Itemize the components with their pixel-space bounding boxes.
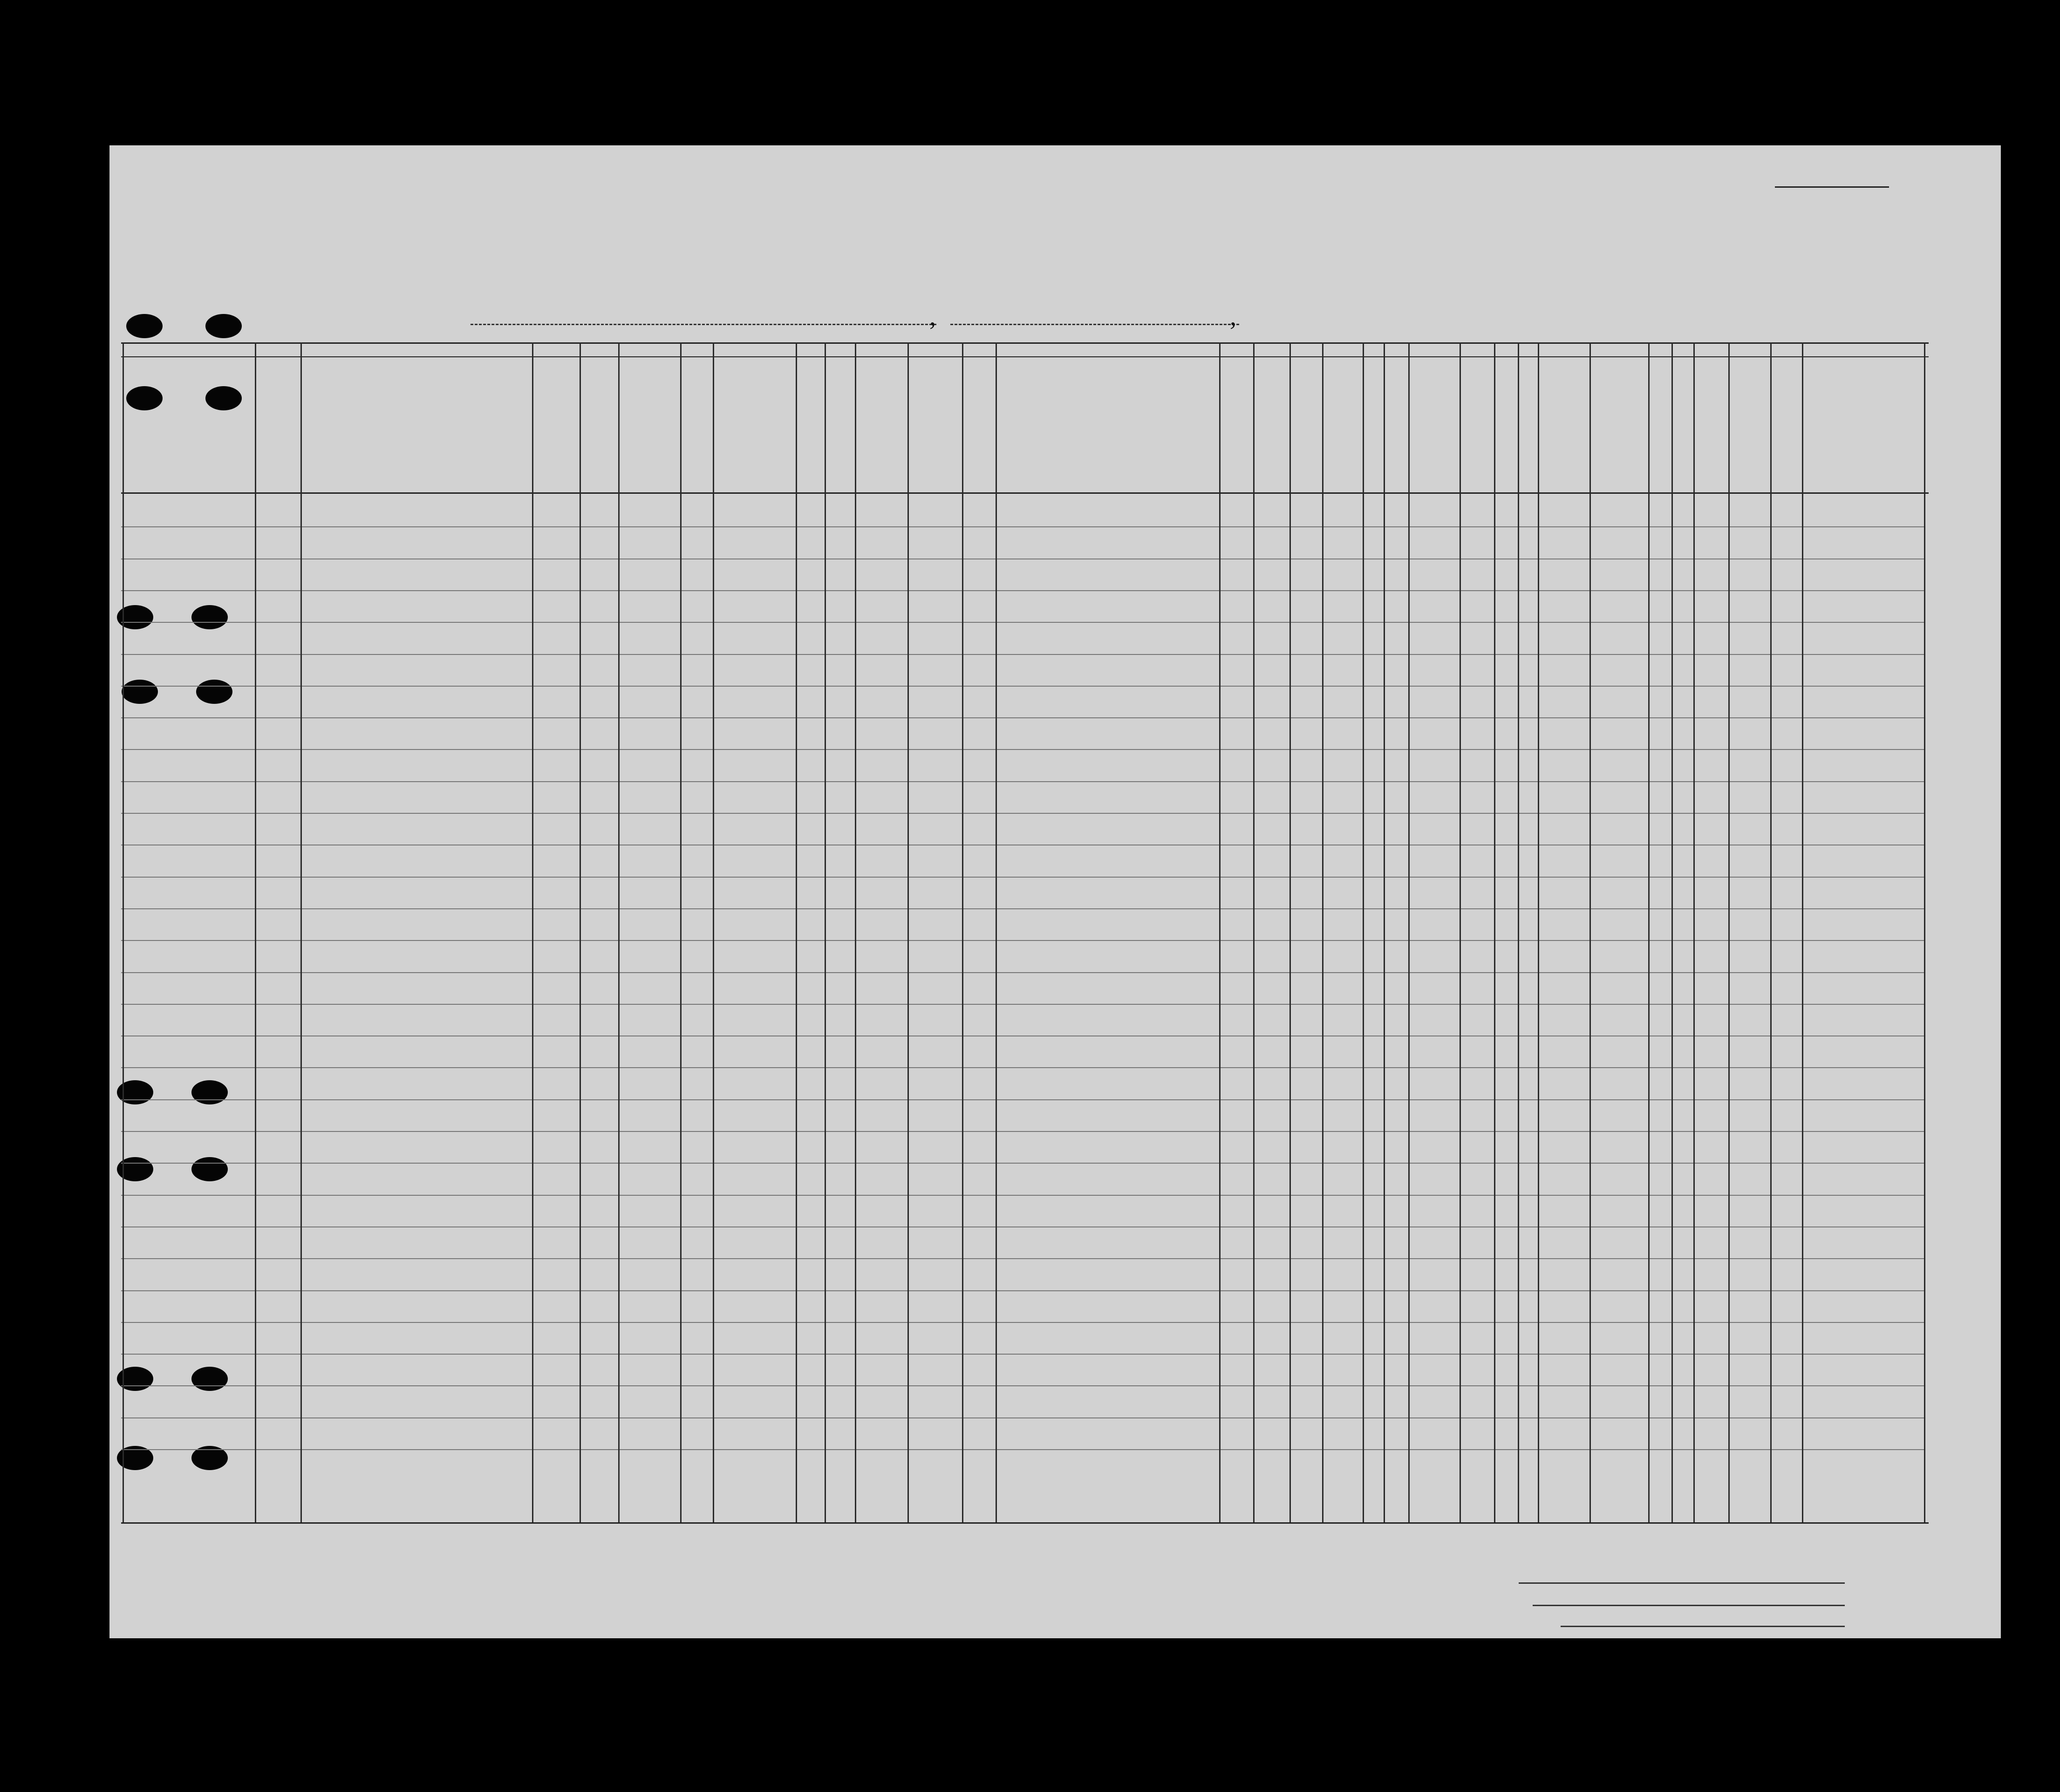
grid-header-rule bbox=[121, 492, 1929, 494]
column-divider bbox=[1460, 342, 1461, 1522]
column-divider bbox=[713, 342, 714, 1522]
binder-hole bbox=[191, 1367, 228, 1391]
owners-field bbox=[1533, 1605, 1845, 1606]
column-divider bbox=[532, 342, 533, 1522]
row-divider bbox=[121, 813, 1924, 814]
grid-bottom-rule bbox=[121, 1522, 1929, 1524]
header-overthrow bbox=[1412, 373, 1458, 489]
row-divider bbox=[121, 1290, 1924, 1291]
row-divider bbox=[121, 908, 1924, 909]
header-purpose-length bbox=[1256, 400, 1287, 491]
row-divider bbox=[121, 1004, 1924, 1005]
column-divider bbox=[996, 342, 997, 1522]
binder-hole bbox=[191, 1080, 228, 1104]
column-divider bbox=[1363, 342, 1364, 1522]
column-divider bbox=[123, 342, 124, 1522]
row-divider bbox=[121, 686, 1924, 687]
header-inches bbox=[1676, 461, 1689, 489]
manifest-sheet bbox=[109, 145, 2001, 1638]
row-divider bbox=[121, 526, 1924, 527]
binder-hole bbox=[126, 386, 163, 410]
grid-number-rule bbox=[121, 356, 1929, 357]
column-divider bbox=[1253, 342, 1255, 1522]
grid-top-rule bbox=[121, 342, 1929, 344]
binder-hole bbox=[191, 605, 228, 629]
column-divider bbox=[618, 342, 620, 1522]
column-divider bbox=[1538, 342, 1539, 1522]
header-purpose-return bbox=[1223, 400, 1253, 491]
row-divider bbox=[121, 1226, 1924, 1227]
column-divider bbox=[825, 342, 826, 1522]
column-divider bbox=[1589, 342, 1591, 1522]
column-divider bbox=[580, 342, 581, 1522]
column-divider bbox=[680, 342, 682, 1522]
column-divider bbox=[1671, 342, 1673, 1522]
row-divider bbox=[121, 940, 1924, 941]
row-divider bbox=[121, 1099, 1924, 1100]
header-purpose-citizen bbox=[1292, 400, 1320, 491]
column-divider bbox=[1384, 342, 1385, 1522]
row-divider bbox=[121, 749, 1924, 750]
row-divider bbox=[121, 877, 1924, 878]
header-possession-50 bbox=[800, 373, 824, 489]
row-divider bbox=[121, 1417, 1924, 1418]
row-divider bbox=[121, 622, 1924, 623]
column-divider bbox=[1494, 342, 1495, 1522]
row-divider bbox=[121, 654, 1924, 655]
binder-hole bbox=[196, 680, 232, 704]
column-divider bbox=[1728, 342, 1730, 1522]
column-divider bbox=[300, 342, 302, 1522]
binder-hole bbox=[126, 314, 163, 338]
row-divider bbox=[121, 1449, 1924, 1450]
binder-hole bbox=[205, 386, 242, 410]
agents-field bbox=[1561, 1626, 1845, 1627]
row-divider bbox=[121, 1258, 1924, 1259]
header-feet bbox=[1655, 466, 1668, 489]
column-divider bbox=[1322, 342, 1323, 1522]
row-divider bbox=[121, 590, 1924, 591]
row-divider bbox=[121, 1067, 1924, 1068]
line-field bbox=[1519, 1582, 1845, 1584]
column-divider bbox=[1770, 342, 1772, 1522]
column-divider bbox=[1408, 342, 1410, 1522]
header-excluded bbox=[1497, 373, 1515, 489]
date-line bbox=[950, 324, 1239, 325]
row-divider bbox=[121, 717, 1924, 718]
header-polygamist bbox=[1367, 373, 1381, 489]
column-divider bbox=[1693, 342, 1695, 1522]
row-divider bbox=[121, 972, 1924, 973]
column-divider bbox=[1289, 342, 1291, 1522]
row-divider bbox=[121, 1385, 1924, 1386]
column-divider bbox=[1924, 342, 1925, 1522]
row-divider bbox=[121, 1195, 1924, 1196]
row-divider bbox=[121, 1163, 1924, 1164]
port-line bbox=[471, 324, 936, 325]
header-labor-offer bbox=[1463, 373, 1493, 489]
row-divider bbox=[121, 1322, 1924, 1323]
header-deported bbox=[1521, 373, 1537, 489]
column-divider bbox=[1219, 342, 1221, 1522]
binder-hole bbox=[191, 1157, 228, 1181]
list-number bbox=[1775, 186, 1889, 188]
header-ticket bbox=[685, 373, 708, 489]
row-divider bbox=[121, 781, 1924, 782]
binder-hole bbox=[122, 680, 158, 704]
comma: , bbox=[929, 302, 936, 331]
column-divider bbox=[1648, 342, 1650, 1522]
column-divider bbox=[962, 342, 963, 1522]
header-prison bbox=[1327, 373, 1364, 489]
binder-hole bbox=[205, 314, 242, 338]
row-divider bbox=[121, 1354, 1924, 1355]
column-divider bbox=[855, 342, 856, 1522]
column-divider bbox=[907, 342, 909, 1522]
header-anarchist bbox=[1391, 373, 1405, 489]
comma-2: , bbox=[1230, 302, 1236, 331]
column-divider bbox=[1518, 342, 1519, 1522]
column-divider bbox=[796, 342, 797, 1522]
row-divider bbox=[121, 1131, 1924, 1132]
column-divider bbox=[255, 342, 256, 1522]
column-divider bbox=[1802, 342, 1803, 1522]
